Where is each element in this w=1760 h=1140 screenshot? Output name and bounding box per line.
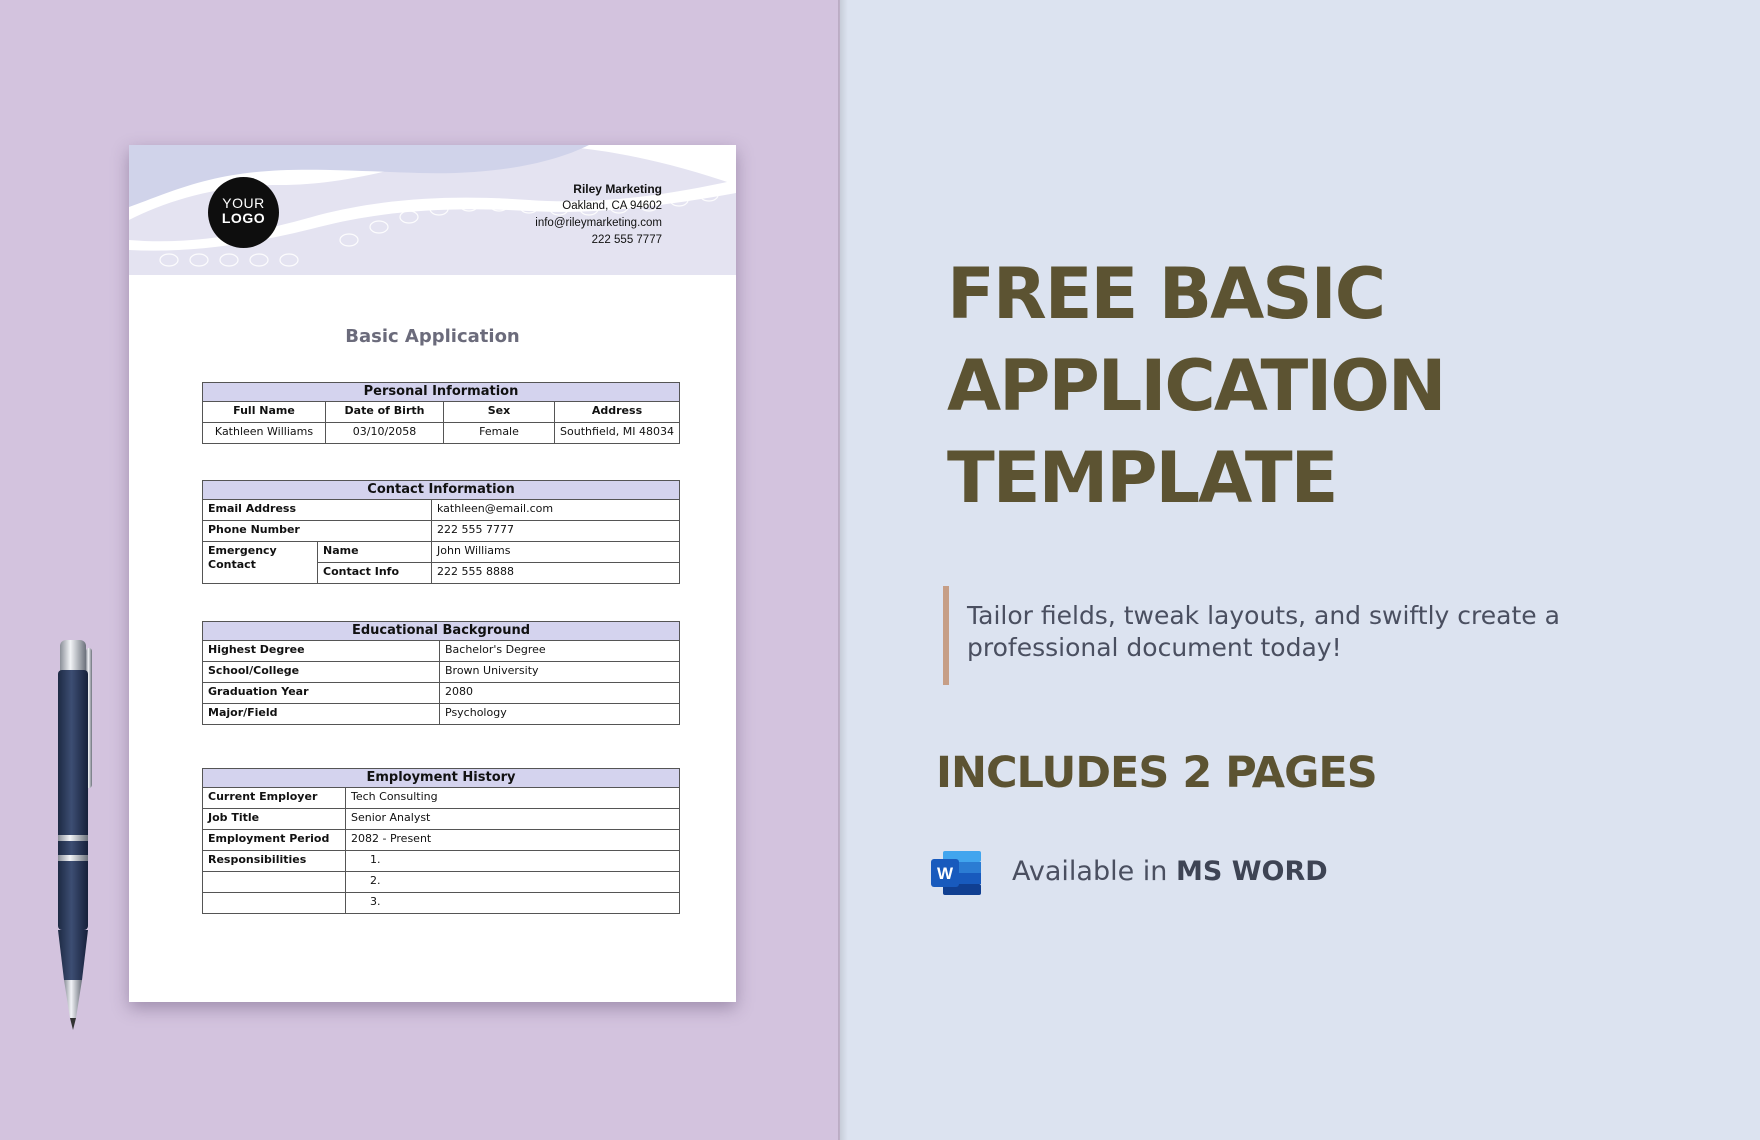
field-label: Contact Info [318, 563, 432, 584]
table-row [203, 683, 680, 704]
table-row [203, 423, 680, 444]
table-cell: Kathleen Williams [203, 423, 326, 444]
company-address: Oakland, CA 94602 [562, 200, 662, 212]
company-logo [208, 177, 279, 248]
panel-divider [838, 0, 848, 1140]
accent-bar [943, 586, 949, 685]
availability-text [1012, 856, 1328, 887]
company-email: info@rileymarketing.com [535, 217, 662, 229]
section-header: Contact Information [203, 481, 680, 500]
section-header: Employment History [203, 769, 680, 788]
field-value: 222 555 7777 [432, 521, 680, 542]
logo-line-2: LOGO [221, 210, 266, 226]
table-row [203, 704, 680, 725]
field-value: Psychology [440, 704, 680, 725]
headline-line-1: FREE BASIC [947, 253, 1385, 335]
section-header: Personal Information [203, 383, 680, 402]
field-value: 222 555 8888 [432, 563, 680, 584]
table-row [203, 872, 680, 893]
field-label: School/College [203, 662, 440, 683]
promo-headline [947, 248, 1647, 524]
field-label: Contact [208, 558, 256, 571]
logo-line-1: YOUR [222, 195, 265, 211]
table-row [203, 893, 680, 914]
field-label: Highest Degree [203, 641, 440, 662]
field-label: Job Title [203, 809, 346, 830]
educational-background-table [202, 621, 680, 725]
table-row [203, 641, 680, 662]
headline-line-2: APPLICATION [947, 345, 1445, 427]
availability-app: MS WORD [1176, 856, 1328, 887]
ms-word-icon [931, 849, 983, 897]
table-row [203, 851, 680, 872]
field-label: Responsibilities [203, 851, 346, 872]
column-header: Full Name [203, 402, 326, 423]
table-cell: 03/10/2058 [326, 423, 444, 444]
responsibility-item: 3. [346, 893, 680, 914]
field-label: Current Employer [203, 788, 346, 809]
field-label: Employment Period [203, 830, 346, 851]
document-title: Basic Application [345, 326, 520, 347]
field-label: Name [318, 542, 432, 563]
responsibility-item: 2. [346, 872, 680, 893]
right-panel [848, 0, 1760, 1140]
table-cell: Female [444, 423, 555, 444]
company-phone: 222 555 7777 [591, 234, 662, 246]
field-label: Graduation Year [203, 683, 440, 704]
table-row [203, 542, 680, 563]
field-value: Senior Analyst [346, 809, 680, 830]
table-row [203, 809, 680, 830]
table-row [203, 788, 680, 809]
field-label: Emergency [208, 544, 277, 557]
field-label: Email Address [203, 500, 432, 521]
table-row [203, 662, 680, 683]
document-page [129, 145, 736, 1002]
page-count-label: INCLUDES 2 PAGES [936, 748, 1377, 798]
column-header: Sex [444, 402, 555, 423]
section-header: Educational Background [203, 622, 680, 641]
table-cell: Southfield, MI 48034 [555, 423, 680, 444]
field-label: Phone Number [203, 521, 432, 542]
column-header: Address [555, 402, 680, 423]
table-row [203, 521, 680, 542]
table-row [203, 402, 680, 423]
field-value: Brown University [440, 662, 680, 683]
word-icon-letter: W [936, 864, 954, 883]
table-row [203, 830, 680, 851]
column-header: Date of Birth [326, 402, 444, 423]
personal-information-table [202, 382, 680, 444]
responsibility-item: 1. [346, 851, 680, 872]
field-value: kathleen@email.com [432, 500, 680, 521]
promo-tagline: Tailor fields, tweak layouts, and swiftly create a professional document today! [967, 601, 1560, 662]
field-value: John Williams [432, 542, 680, 563]
company-name: Riley Marketing [573, 182, 662, 196]
employment-history-table [202, 768, 680, 914]
emergency-contact-label [203, 542, 318, 584]
empty-cell [203, 872, 346, 893]
availability-prefix: Available in [1012, 856, 1168, 887]
field-value: Tech Consulting [346, 788, 680, 809]
field-value: 2080 [440, 683, 680, 704]
pen-icon [52, 640, 102, 1030]
field-value: 2082 - Present [346, 830, 680, 851]
company-info [535, 181, 662, 249]
field-label: Major/Field [203, 704, 440, 725]
contact-information-table [202, 480, 680, 584]
headline-line-3: TEMPLATE [947, 437, 1337, 519]
empty-cell [203, 893, 346, 914]
table-row [203, 500, 680, 521]
field-value: Bachelor's Degree [440, 641, 680, 662]
